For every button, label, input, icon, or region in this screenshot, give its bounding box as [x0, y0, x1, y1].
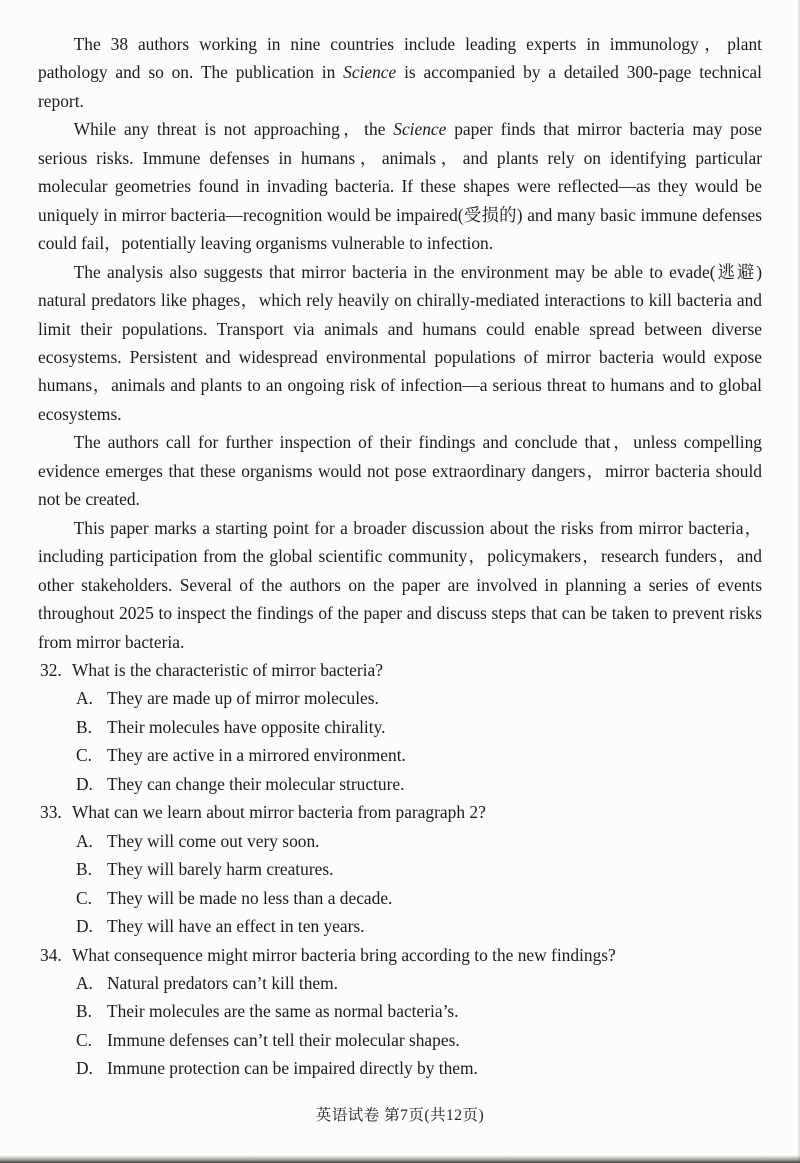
- passage-paragraph-3: [38, 258, 762, 429]
- option-text: They are active in a mirrored environment.: [107, 745, 406, 766]
- option-text: They will barely harm creatures.: [107, 859, 334, 880]
- option-label: A.: [76, 830, 93, 851]
- paragraph-text: The 38 authors working in nine countries include leading experts in immunology，plant pathology and so on. The publication in: [38, 34, 762, 83]
- option-row-a: [38, 827, 762, 855]
- paragraph-text: is accompanied by a detailed 300-page technical report.: [38, 62, 762, 111]
- question-number: 32.: [40, 659, 62, 680]
- option-label: B.: [76, 1001, 92, 1022]
- paragraph-text: This paper marks a starting point for a broader discussion about the risks from mirror bacteria，including participation from the global scientific community，policymakers，research funders，and other stakeholders. Several of the authors on the paper are involved in planning a series of events throughout 2025 to inspect the findings of the paper and discuss steps that can be taken to prevent risks from mirror bacteria.: [38, 517, 762, 652]
- option-label: C.: [76, 1029, 92, 1050]
- option-label: B.: [76, 716, 92, 737]
- journal-title-italic: Science: [393, 119, 447, 140]
- paragraph-text: paper finds that mirror bacteria may pose serious risks. Immune defenses in humans，animals，and plants rely on identifying particular molecular geometries found in invading bacteria. If these shapes were reflected—as they would be uniquely in mirror bacteria—recognition would be impaired(受损的) and many basic immune defenses could fail，potentially leaving organisms vulnerable to infection.: [38, 119, 762, 254]
- page-footer: [0, 1103, 800, 1125]
- passage-paragraph-4: [38, 428, 762, 513]
- question-text: What consequence might mirror bacteria bring according to the new findings?: [72, 944, 616, 965]
- option-label: A.: [76, 688, 93, 709]
- option-label: C.: [76, 745, 92, 766]
- option-text: Their molecules are the same as normal bacteria’s.: [107, 1001, 459, 1022]
- option-text: Immune defenses can’t tell their molecular shapes.: [107, 1029, 460, 1050]
- option-row-d: [38, 1054, 762, 1082]
- option-label: B.: [76, 859, 92, 880]
- question-text: What is the characteristic of mirror bacteria?: [72, 659, 383, 680]
- journal-title-italic: Science: [343, 62, 397, 83]
- option-text: They will have an effect in ten years.: [107, 916, 365, 937]
- passage-paragraph-5: [38, 514, 762, 656]
- option-text: Their molecules have opposite chirality.: [107, 716, 386, 737]
- option-text: They will come out very soon.: [107, 830, 320, 851]
- reading-passage: [38, 30, 762, 656]
- option-row-a: [38, 969, 762, 997]
- question-block-33: [38, 798, 762, 940]
- paragraph-text: The authors call for further inspection of their findings and conclude that，unless compelling evidence emerges that these organisms would not pose extraordinary dangers，mirror bacteria should not be created.: [38, 432, 762, 510]
- option-row-b: [38, 997, 762, 1025]
- option-row-d: [38, 912, 762, 940]
- passage-paragraph-1: [38, 30, 762, 115]
- option-row-b: [38, 855, 762, 883]
- option-row-c: [38, 741, 762, 769]
- question-stem: [38, 941, 762, 969]
- option-row-b: [38, 713, 762, 741]
- question-block-32: [38, 656, 762, 798]
- scan-edge-artifact: [0, 1155, 800, 1163]
- option-label: D.: [76, 916, 93, 937]
- paragraph-text: The analysis also suggests that mirror bacteria in the environment may be able to evade(逃避) natural predators like phages，which rely heavily on chirally-mediated interactions to kill bacteria and limit their populations. Transport via animals and humans could enable spread between diverse ecosystems. Persistent and widespread environmental populations of mirror bacteria would expose humans，animals and plants to an ongoing risk of infection—a serious threat to humans and to global ecosystems.: [38, 261, 762, 424]
- question-stem: [38, 656, 762, 684]
- option-row-a: [38, 684, 762, 712]
- question-number: 34.: [40, 944, 62, 965]
- option-text: They will be made no less than a decade.: [107, 887, 393, 908]
- option-row-c: [38, 884, 762, 912]
- option-label: C.: [76, 887, 92, 908]
- option-label: D.: [76, 773, 93, 794]
- option-text: Immune protection can be impaired directly by them.: [107, 1058, 478, 1079]
- footer-text: 英语试卷 第7页(共12页): [315, 1107, 485, 1124]
- question-block-34: [38, 941, 762, 1083]
- question-text: What can we learn about mirror bacteria from paragraph 2?: [72, 802, 486, 823]
- questions-section: [38, 656, 762, 1083]
- option-text: They are made up of mirror molecules.: [107, 688, 379, 709]
- question-stem: [38, 798, 762, 826]
- option-text: Natural predators can’t kill them.: [107, 972, 338, 993]
- option-label: D.: [76, 1058, 93, 1079]
- option-row-c: [38, 1026, 762, 1054]
- option-row-d: [38, 770, 762, 798]
- option-label: A.: [76, 972, 93, 993]
- question-number: 33.: [40, 802, 62, 823]
- passage-paragraph-2: [38, 115, 762, 257]
- paragraph-text: While any threat is not approaching，the: [73, 119, 394, 140]
- option-text: They can change their molecular structure.: [107, 773, 405, 794]
